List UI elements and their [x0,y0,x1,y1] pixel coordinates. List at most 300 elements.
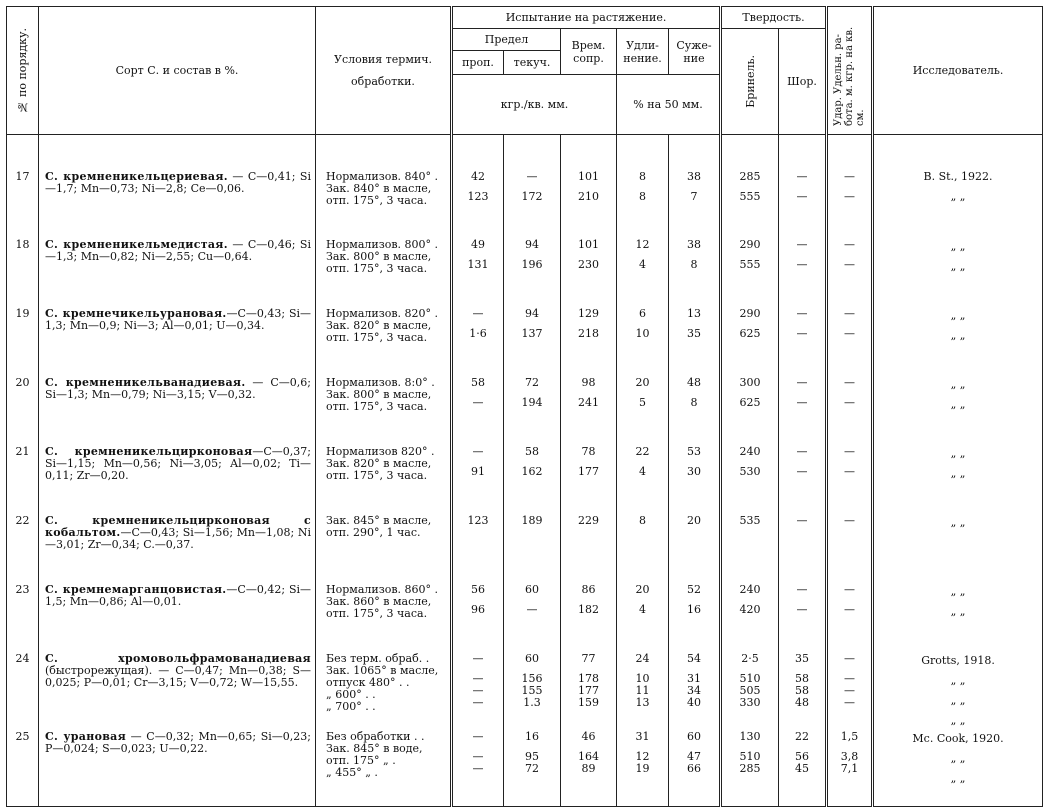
reduct-value: 16 [687,602,702,616]
researcher-value: „ „ [950,259,966,273]
col-header-grade: Сорт С. и состав в %. [39,7,316,135]
strength-value: 230 [578,257,599,271]
treatment-conditions [316,373,452,442]
reduct-value: 38 [687,170,702,183]
grade-comp: —С—0,43; Si—1,56; Mn—1,08; Ni—3,01; Zr—0,34; C.—0,37. [45,525,311,551]
elong-value: 12 [635,749,650,763]
grade-name: С. кремненикельванадиевая. [45,375,246,389]
yield-value: 189 [521,513,543,527]
treatment-line: Зак. 800° в масле, [326,387,432,401]
brinell-value: 285 [739,170,761,183]
shore-value: — [796,257,808,271]
row-number: 21 [7,442,39,511]
reduct-cell [669,727,721,807]
brinell-value: 555 [739,190,761,203]
reduct-cell [669,442,721,511]
shore-value: — [796,582,808,596]
brinell-value: 530 [739,464,761,478]
shore-value: — [796,444,808,458]
grade-composition [39,304,316,373]
shore-value: 56 [795,749,810,763]
elong-value: 31 [635,729,650,743]
shore-value: — [796,395,808,409]
treatment-line: Нормализов. 800° . [326,237,438,251]
strength-value: 178 [578,671,599,685]
researcher-value: Grotts, 1918. [921,653,995,667]
shore-cell [779,373,827,442]
grade-composition [39,235,316,304]
treatment-line: Нормализов 820° . [326,444,435,458]
elong-cell [617,373,669,442]
prop-value: — [472,306,484,320]
researcher-value: „ „ [950,466,966,480]
grade-name: С. кремнечикельурановая. [45,306,227,320]
researcher-cell [873,580,1043,649]
treatment-conditions [316,135,452,235]
col-header-researcher: Исследователь. [873,7,1043,135]
reduct-value: 35 [687,326,702,340]
shore-value: — [796,602,808,616]
impact-cell [827,511,873,580]
prop-value: 56 [471,582,485,596]
grade-name: С. урановая [45,729,127,743]
impact-value: — [844,695,856,709]
impact-value: — [844,651,856,665]
researcher-value: „ „ [950,604,966,618]
treatment-line: „ 700° . . [326,699,376,713]
prop-value: 1·6 [469,326,487,340]
table-row [7,135,1043,235]
researcher-value: „ „ [950,673,966,687]
row-number: 23 [7,580,39,649]
elong-value: 13 [635,695,650,709]
strength-cell [561,235,617,304]
impact-value: — [844,683,856,697]
prop-cell [452,442,504,511]
brinell-cell [721,304,779,373]
elong-value: 24 [635,651,650,665]
brinell-value: 505 [739,683,761,697]
elong-value: 6 [639,306,646,320]
impact-cell [827,373,873,442]
grade-comp: — С—0,32; Mn—0,65; Si—0,23; P—0,024; S—0,023; U—0,22. [45,729,311,755]
prop-cell [452,235,504,304]
prop-cell [452,304,504,373]
col-header-tensile: Испытание на растяжение. [452,7,721,29]
researcher-value: В. St., 1922. [923,170,993,183]
grade-comp: —С—0,43; Si—1,3; Mn—0,9; Ni—3; Al—0,01; U—0,34. [45,306,311,332]
yield-cell [504,235,561,304]
reduct-value: 20 [687,513,702,527]
col-header-impact: Удар. Удельн. ра- бота. м. кгр. на кв. см. [827,7,873,135]
elong-value: 10 [635,326,650,340]
treatment-line: Зак. 860° в масле, [326,594,432,608]
reduct-value: 60 [687,729,702,743]
treatment-line: отп. 175°, 3 часа. [326,261,428,275]
researcher-value: „ „ [950,328,966,342]
treatment-line: отп. 175°, 3 часа. [326,330,428,344]
yield-value: 162 [521,464,543,478]
shore-cell [779,511,827,580]
yield-value: 72 [525,375,539,389]
table-row [7,235,1043,304]
treatment-conditions [316,235,452,304]
strength-value: 177 [578,464,599,478]
strength-value: 101 [578,237,599,251]
prop-value: — [472,729,484,743]
strength-value: 46 [581,729,596,743]
shore-cell [779,580,827,649]
grade-name: С. кремненикельцирконовая [45,444,253,458]
table-body [7,135,1043,807]
impact-cell [827,727,873,807]
prop-cell [452,511,504,580]
grade-composition [39,727,316,807]
elong-value: 19 [635,761,650,775]
impact-value: — [844,444,856,458]
prop-value: — [472,749,484,763]
yield-value: — [526,602,538,616]
elong-value: 22 [635,444,650,458]
document-page [0,6,1045,785]
impact-value: 7,1 [840,761,859,775]
brinell-value: 625 [739,395,761,409]
shore-cell [779,304,827,373]
yield-cell [504,580,561,649]
impact-cell [827,442,873,511]
reduct-value: 30 [687,464,702,478]
researcher-value: Mc. Cook, 1920. [912,731,1004,745]
reduct-cell [669,580,721,649]
strength-value: 77 [581,651,596,665]
grade-comp: —С—0,37; Si—1,15; Mn—0,56; Ni—3,05; Al—0,02; Ti—0,11; Zr—0,20. [45,444,311,482]
brinell-cell [721,511,779,580]
treatment-line: отп. 175° „ . [326,753,396,767]
reduct-value: 53 [687,444,702,458]
table-row [7,580,1043,649]
treatment-line: отп. 175°, 3 часа. [326,606,428,620]
strength-value: 241 [578,395,599,409]
reduct-cell [669,304,721,373]
col-header-elong: Удли- нение. [617,29,669,75]
brinell-value: 555 [739,257,761,271]
impact-value: — [844,671,856,685]
shore-cell [779,727,827,807]
brinell-value: 290 [739,237,761,251]
elong-value: 4 [639,257,646,271]
col-header-shore: Шор. [779,29,827,135]
shore-value: — [796,375,808,389]
table-row [7,442,1043,511]
treatment-line: Зак. 800° в масле, [326,249,432,263]
researcher-value: „ „ [950,584,966,598]
treatment-line: Зак. 845° в воде, [326,741,423,755]
elong-value: 8 [639,190,646,203]
reduct-value: 8 [690,257,698,271]
brinell-cell [721,235,779,304]
row-number: 25 [7,727,39,807]
elong-value: 8 [639,513,646,527]
prop-value: 58 [471,375,485,389]
researcher-value: „ „ [950,377,966,391]
strength-cell [561,511,617,580]
grade-composition [39,442,316,511]
shore-cell [779,135,827,235]
strength-cell [561,442,617,511]
reduct-value: 8 [690,395,698,409]
brinell-value: 290 [739,306,761,320]
col-header-no: № по порядку. [7,7,39,135]
elong-value: 4 [639,602,646,616]
row-number: 22 [7,511,39,580]
elong-cell [617,511,669,580]
grade-composition [39,511,316,580]
reduct-cell [669,373,721,442]
elong-value: 11 [635,683,650,697]
impact-value: 1,5 [840,729,859,743]
grade-composition [39,580,316,649]
shore-value: — [796,464,808,478]
shore-value: — [796,237,808,251]
elong-value: 8 [639,170,646,183]
treatment-line: отп. 175°, 3 часа. [326,468,428,482]
strength-cell [561,373,617,442]
yield-cell [504,373,561,442]
prop-value: 49 [471,237,485,251]
elong-value: 20 [635,582,650,596]
prop-cell [452,373,504,442]
reduct-value: 7 [690,190,698,203]
prop-value: 123 [467,513,489,527]
treatment-line: Нормализов. 8:0° . [326,375,435,389]
impact-value: — [844,375,856,389]
shore-value: — [796,326,808,340]
prop-value: — [472,683,484,697]
brinell-cell [721,373,779,442]
brinell-cell [721,442,779,511]
row-number: 24 [7,649,39,727]
strength-value: 210 [578,190,599,203]
strength-value: 229 [578,513,599,527]
brinell-value: 510 [739,671,761,685]
grade-comp: (быстрорежущая). — С—0,47; Mn—0,38; S—0,025; P—0,01; Cr—3,15; V—0,72; W—15,55. [45,663,311,689]
reduct-value: 31 [687,671,702,685]
treatment-line: отп. 290°, 1 час. [326,525,421,539]
prop-cell [452,580,504,649]
strength-cell [561,135,617,235]
impact-value: — [844,395,856,409]
prop-value: 123 [467,190,489,203]
treatment-line: Нормализов. 840° . [326,170,438,183]
treatment-line: Без обработки . . [326,729,425,743]
yield-value: 172 [521,190,543,203]
table-row [7,727,1043,807]
prop-value: — [472,651,484,665]
treatment-line: отпуск 480° . . [326,675,410,689]
prop-value: 91 [471,464,485,478]
shore-value: — [796,190,808,203]
reduct-value: 34 [687,683,702,697]
strength-value: 98 [581,375,596,389]
row-number: 20 [7,373,39,442]
shore-value: 22 [795,729,810,743]
yield-value: 155 [521,683,543,697]
strength-value: 159 [578,695,599,709]
brinell-value: 420 [739,602,761,616]
strength-value: 89 [581,761,596,775]
strength-value: 177 [578,683,599,697]
shore-value: 48 [795,695,810,709]
strength-value: 86 [581,582,596,596]
grade-composition [39,373,316,442]
prop-value: — [472,671,484,685]
treatment-conditions [316,442,452,511]
elong-value: 4 [639,464,646,478]
brinell-value: 285 [739,761,761,775]
treatment-line: Зак. 845° в масле, [326,513,432,527]
row-number: 19 [7,304,39,373]
researcher-value: „ „ [950,751,966,765]
reduct-value: 48 [687,375,702,389]
treatment-conditions [316,580,452,649]
brinell-value: 535 [739,513,761,527]
elong-cell [617,304,669,373]
impact-value: — [844,237,856,251]
strength-cell [561,580,617,649]
reduct-value: 38 [687,237,702,251]
prop-value: 96 [471,602,485,616]
treatment-line: Без терм. обраб. . [326,651,430,665]
yield-value: 60 [525,651,539,665]
elong-value: 10 [635,671,650,685]
prop-cell [452,727,504,807]
treatment-line: Зак. 820° в масле, [326,456,432,470]
elong-cell [617,135,669,235]
treatment-line: отп. 175°, 3 часа. [326,399,428,413]
prop-cell [452,135,504,235]
yield-value: 58 [525,444,539,458]
treatment-line: Зак. 820° в масле, [326,318,432,332]
grade-name: С. кремнемарганцовистая. [45,582,227,596]
col-header-reduct: Суже- ние [669,29,721,75]
researcher-value: „ „ [950,190,966,203]
row-number: 17 [7,135,39,235]
col-header-yield: текуч. [504,51,561,75]
reduct-value: 66 [687,761,702,775]
impact-value: — [844,464,856,478]
impact-value: — [844,257,856,271]
impact-value: — [844,513,856,527]
shore-value: — [796,513,808,527]
col-header-prop: проп. [452,51,504,75]
impact-cell [827,304,873,373]
treatment-line: „ 455° „ . [326,765,378,779]
reduct-cell [669,235,721,304]
researcher-value: „ „ [950,397,966,411]
researcher-cell [873,511,1043,580]
grade-name: С. кремненикельцериевая. [45,170,228,183]
elong-cell [617,727,669,807]
treatment-conditions [316,304,452,373]
unit-pct-label: % на 50 мм. [617,75,721,135]
table-row [7,304,1043,373]
brinell-cell [721,727,779,807]
yield-value: 16 [525,729,539,743]
brinell-value: 130 [739,729,761,743]
reduct-value: 13 [687,306,702,320]
yield-value: 95 [525,749,539,763]
brinell-value: 300 [739,375,761,389]
yield-value: 194 [521,395,543,409]
treatment-line: отп. 175°, 3 часа. [326,194,428,207]
shore-value: — [796,306,808,320]
reduct-value: 54 [687,651,702,665]
brinell-value: 510 [739,749,761,763]
yield-value: 156 [521,671,543,685]
brinell-cell [721,580,779,649]
grade-name: С. кремненикельмедистая. [45,237,228,251]
elong-cell [617,580,669,649]
strength-cell [561,727,617,807]
shore-cell [779,442,827,511]
shore-cell [779,235,827,304]
table-row [7,511,1043,580]
brinell-value: 330 [739,695,761,709]
table-row [7,373,1043,442]
impact-value: 3,8 [840,749,859,763]
brinell-value: 625 [739,326,761,340]
brinell-value: 240 [739,582,761,596]
prop-value: — [472,395,484,409]
strength-value: 78 [581,444,596,458]
shore-value: 35 [795,651,810,665]
prop-value: — [472,444,484,458]
yield-value: 137 [521,326,543,340]
strength-value: 101 [578,170,599,183]
treatment-line: „ 600° . . [326,687,376,701]
researcher-cell [873,304,1043,373]
yield-cell [504,304,561,373]
yield-value: 196 [521,257,543,271]
grade-comp: — С—0,6; Si—1,3; Mn—0,79; Ni—3,15; V—0,32. [45,375,312,401]
yield-value: 60 [525,582,539,596]
elong-value: 12 [635,237,650,251]
shore-value: 58 [795,671,810,685]
researcher-value: „ „ [950,308,966,322]
researcher-value: „ „ [950,515,966,529]
researcher-cell [873,373,1043,442]
yield-cell [504,442,561,511]
elong-cell [617,235,669,304]
researcher-cell [873,727,1043,807]
col-header-brinell: Бринель. [721,29,779,135]
researcher-value: „ „ [950,446,966,460]
yield-cell [504,135,561,235]
strength-value: 164 [578,749,599,763]
impact-value: — [844,306,856,320]
treatment-conditions [316,511,452,580]
brinell-cell [721,135,779,235]
grade-comp: — С—0,41; Si—1,7; Mn—0,73; Ni—2,8; Ce—0,06. [45,170,311,195]
grade-comp: —С—0,42; Si—1,5; Mn—0,86; Al—0,01. [45,582,311,608]
reduct-value: 52 [687,582,702,596]
brinell-value: 240 [739,444,761,458]
prop-value: 131 [467,257,489,271]
impact-value: — [844,170,856,183]
elong-value: 5 [639,395,646,409]
yield-value: 94 [525,237,539,251]
row-number: 18 [7,235,39,304]
